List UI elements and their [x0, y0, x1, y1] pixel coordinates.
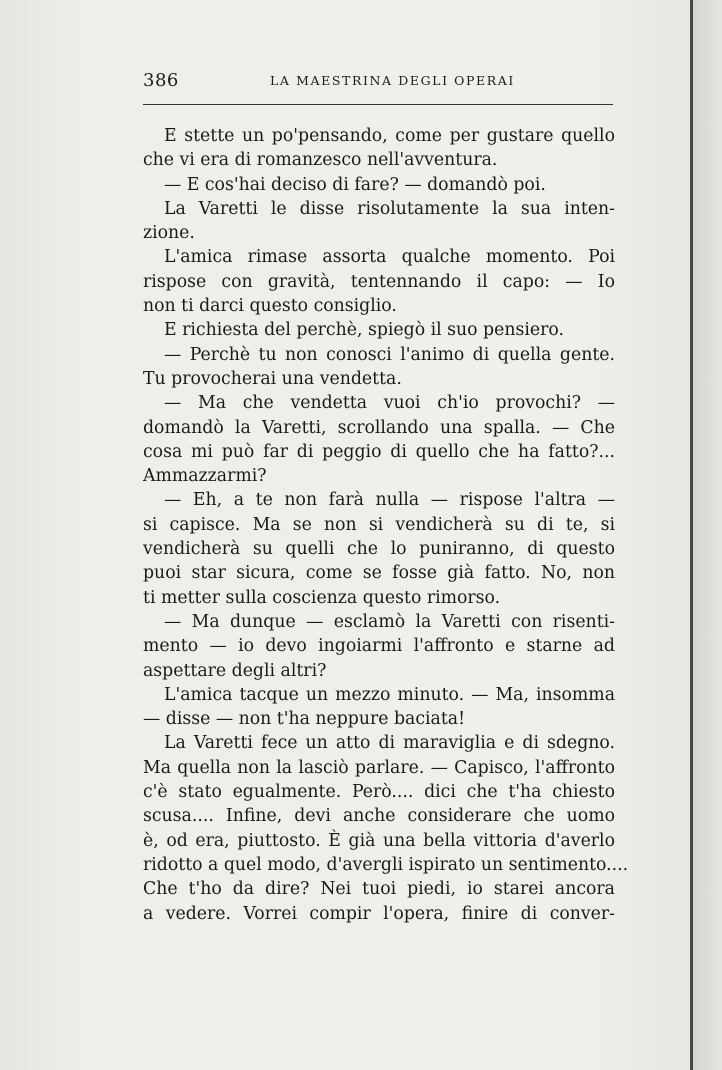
text-line: zione.: [143, 223, 195, 244]
text-line: — disse — non t'ha neppure baciata!: [143, 709, 466, 730]
text-line: Ammazzarmi?: [143, 466, 267, 487]
text-line: Tu provocherai una vendetta.: [143, 368, 402, 389]
text-line: E richiesta del perchè, spiegò il suo pensiero.: [164, 320, 564, 341]
text-line: — Ma dunque — esclamò la Varetti con risenti-: [164, 611, 615, 632]
text-line: ti metter sulla coscienza questo rimorso.: [143, 587, 501, 608]
text-line: aspettare degli altri?: [143, 660, 327, 681]
text-line: Ma quella non la lasciò parlare. — Capisco, l'affronto: [143, 757, 615, 778]
text-line: L'amica rimase assorta qualche momento. Poi: [164, 247, 615, 268]
text-line: è, od era, piuttosto. È già una bella vittoria d'averlo: [143, 830, 615, 851]
text-line: mento — io devo ingoiarmi l'affronto e starne ad: [143, 636, 615, 657]
text-line: — Eh, a te non farà nulla — rispose l'altra —: [164, 490, 615, 511]
text-line: Che t'ho da dire? Nei tuoi piedi, io starei ancora: [143, 879, 615, 900]
header-rule: [143, 104, 613, 105]
text-line: a vedere. Vorrei compir l'opera, finire di conver-: [143, 903, 615, 924]
text-line: E stette un po'pensando, come per gustare quello: [164, 126, 615, 146]
text-line: L'amica tacque un mezzo minuto. — Ma, insomma: [164, 684, 615, 705]
text-line: vendicherà su quelli che lo puniranno, di questo: [143, 539, 615, 560]
page-header: [143, 68, 613, 96]
text-line: domandò la Varetti, scrollando una spalla. — Che: [143, 417, 615, 438]
text-line: ridotto a quel modo, d'avergli ispirato un sentimento....: [143, 854, 629, 875]
text-line: che vi era di romanzesco nell'avventura.: [143, 150, 498, 171]
text-line: non ti darci questo consiglio.: [143, 296, 397, 317]
text-line: — E cos'hai deciso di fare? — domandò poi.: [164, 174, 546, 195]
text-line: La Varetti fece un atto di maraviglia e di sdegno.: [164, 733, 615, 754]
page-number: 386: [143, 70, 179, 91]
text-line: scusa.... Infine, devi anche considerare che uomo: [143, 806, 615, 827]
body-text: [143, 124, 629, 926]
text-line: puoi star sicura, come se fosse già fatto. No, non: [143, 563, 615, 584]
binding-shadow: [693, 0, 722, 1070]
running-title: LA MAESTRINA DEGLI OPERAI: [270, 73, 515, 88]
text-line: cosa mi può far di peggio di quello che ha fatto?...: [143, 441, 615, 462]
text-line: — Perchè tu non conosci l'animo di quella gente.: [164, 344, 615, 365]
text-line: c'è stato egualmente. Però.... dici che t'ha chiesto: [143, 782, 615, 803]
text-line: — Ma che vendetta vuoi ch'io provochi? —: [164, 393, 615, 414]
text-line: La Varetti le disse risolutamente la sua inten-: [164, 198, 615, 219]
text-line: rispose con gravità, tentennando il capo: — Io: [143, 271, 615, 292]
text-line: si capisce. Ma se non si vendicherà su di te, si: [143, 514, 615, 535]
